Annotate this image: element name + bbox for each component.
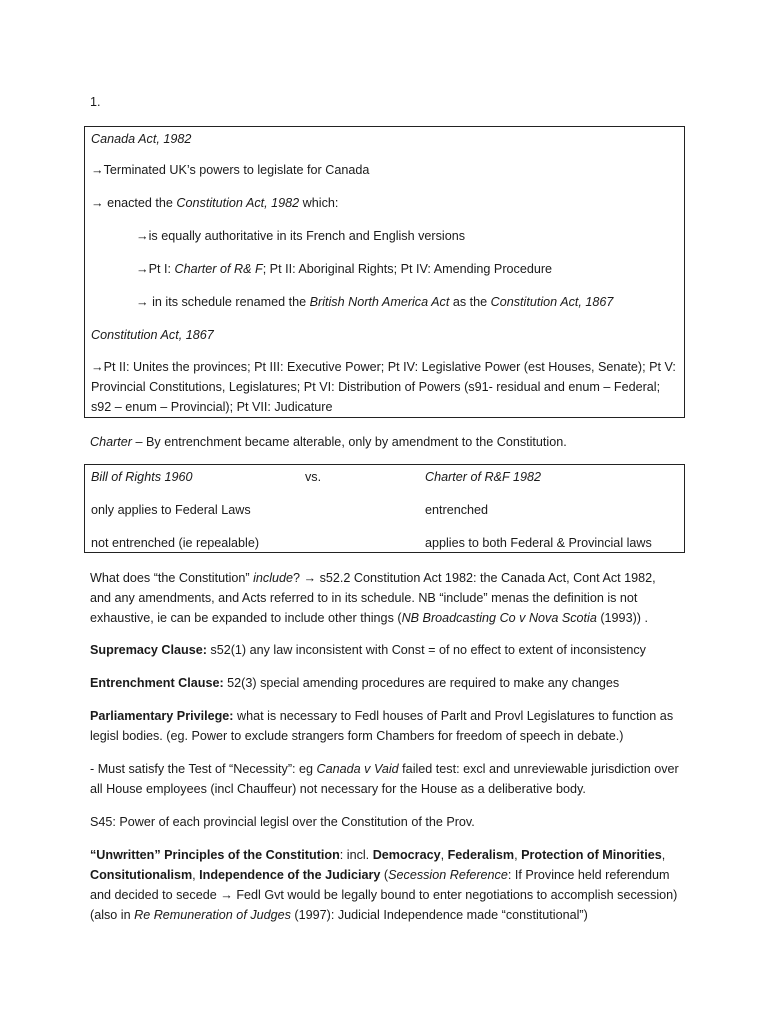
box1-sub3: → in its schedule renamed the British North America Act as the Constitution Act, 1867 [136, 295, 614, 309]
bill-of-rights-heading: Bill of Rights 1960 [91, 470, 193, 484]
unwritten-principles: “Unwritten” Principles of the Constitution: incl. Democracy, Federalism, Protection of Minorities, Consitutionalism, Independence of the Judiciary (Secession Reference: If Province held referendum and decided to secede → Fedl Gvt would be legally bound to enter negotiations to accomplish secession) (also in Re Remuneration of Judges (1997): Judicial Independence made “constitutional”) [90, 848, 678, 922]
box1-title2: Constitution Act, 1867 [91, 328, 214, 342]
charter-heading: Charter of R&F 1982 [425, 470, 541, 484]
box1-sub2: →Pt I: Charter of R& F; Pt II: Aboriginal Rights; Pt IV: Amending Procedure [136, 262, 553, 276]
include-paragraph: What does “the Constitution” include? → s52.2 Constitution Act 1982: the Canada Act, Cont Act 1982, and any amendments, and Acts referred to in its schedule. NB “include” menas the definition is not exhaustive, ie can be expanded to include other things (NB Broadcasting Co v Nova Scotia (1993)) . [90, 571, 656, 625]
entrenchment-clause: Entrenchment Clause: 52(3) special amending procedures are required to make any changes [90, 676, 620, 690]
supremacy-clause: Supremacy Clause: s52(1) any law inconsistent with Const = of no effect to extent of inconsistency [90, 643, 646, 657]
box1-line1: →Terminated UK’s powers to legislate for Canada [91, 163, 370, 177]
section-number: 1. [90, 95, 101, 109]
charter-line: Charter – By entrenchment became alterable, only by amendment to the Constitution. [90, 435, 567, 449]
acts-summary-box [84, 126, 685, 418]
box1-title: Canada Act, 1982 [91, 132, 192, 146]
vs-label: vs. [305, 470, 322, 484]
box1-paragraph: →Pt II: Unites the provinces; Pt III: Executive Power; Pt IV: Legislative Power (est Houses, Senate); Pt V: Provincial Constitutions, Legislatures; Pt VI: Distribution of Powers (s91- residual and enum – Federal; s92 – enum – Provincial); Pt VII: Judicature [91, 360, 676, 414]
row2-right: applies to both Federal & Provincial laws [425, 536, 652, 550]
box1-sub1: →is equally authoritative in its French and English versions [136, 229, 465, 243]
parliamentary-privilege: Parliamentary Privilege: what is necessary to Fedl houses of Parlt and Provl Legislatures to function as legisl bodies. (eg. Power to exclude strangers form Chambers for freedom of speech in debate.) [90, 709, 674, 743]
row1-left: only applies to Federal Laws [91, 503, 251, 517]
row2-left: not entrenched (ie repealable) [91, 536, 260, 550]
box1-line2: → enacted the Constitution Act, 1982 which: [91, 196, 339, 210]
row1-right: entrenched [425, 503, 489, 517]
s45-line: S45: Power of each provincial legisl over the Constitution of the Prov. [90, 815, 475, 829]
comparison-box [84, 464, 685, 553]
necessity-test: - Must satisfy the Test of “Necessity”: eg Canada v Vaid failed test: excl and unreviewable jurisdiction over all House employees (incl Chauffeur) not necessary for the House as a deliberative body. [90, 762, 679, 796]
